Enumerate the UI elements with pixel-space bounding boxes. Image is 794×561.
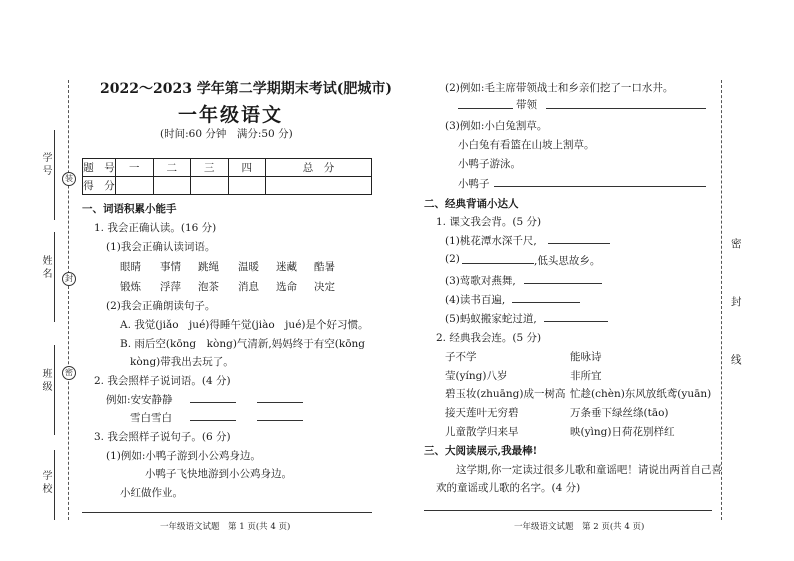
word-item: 锻炼 (120, 281, 141, 293)
exam-title: 2022～2023 学年第二学期期末考试(肥城市) (100, 81, 393, 97)
score-header-cell: 四 (228, 159, 266, 177)
seal-line (721, 80, 722, 520)
binding-mark-circle: 密 (62, 366, 76, 380)
answer-blank[interactable] (257, 420, 303, 421)
binding-label-name: 姓 名 (40, 255, 51, 279)
binding-line (68, 80, 69, 520)
answer-blank[interactable] (494, 186, 706, 187)
word-item: 眼睛 (120, 261, 141, 273)
poem-item-3: (3)莺歌对燕舞, (445, 275, 516, 287)
answer-blank[interactable] (548, 243, 610, 244)
match-left-item[interactable]: 碧玉妆(zhuāng)成一树高 (445, 388, 566, 400)
question-3-3-prompt: 小鸭子游泳。 (458, 158, 521, 170)
word-item: 消息 (238, 281, 259, 293)
question-2: 2. 我会照样子说词语。(4 分) (94, 375, 231, 387)
binding-field-line (54, 450, 55, 520)
binding-label-class: 班 级 (40, 368, 51, 392)
match-right-item[interactable]: 非所宜 (570, 370, 602, 382)
sentence-b-line1: B. 雨后空(kōng kòng)气清新,妈妈终于有空(kōng (120, 338, 366, 350)
match-question: 2. 经典我会连。(5 分) (436, 332, 542, 344)
score-header-cell: 一 (116, 159, 154, 177)
poem-item-2-suffix: ,低头思故乡。 (534, 255, 601, 267)
word-item: 事情 (160, 261, 181, 273)
question-2-example-1: 例如:安安静静 (106, 394, 173, 406)
binding-mark-circle: 封 (62, 272, 76, 286)
question-3-1: (1)例如:小鸭子游到小公鸡身边。 (106, 450, 261, 462)
answer-blank[interactable] (257, 402, 303, 403)
word-item: 选命 (276, 281, 297, 293)
sentence-a: A. 我觉(jiǎo jué)得睡午觉(jiào jué)是个好习惯。 (120, 319, 369, 331)
word-item: 浮萍 (160, 281, 181, 293)
seal-mark: 密 (731, 238, 742, 250)
answer-line[interactable] (82, 512, 372, 513)
question-3-2-keyword: 带领 (516, 99, 537, 111)
score-header-cell: 二 (153, 159, 191, 177)
score-cell[interactable] (191, 177, 229, 195)
binding-label-school: 学 校 (40, 470, 51, 494)
question-3-3-start: 小鸭子 (458, 178, 490, 190)
question-3-1-example: 小鸭子飞快地游到小公鸡身边。 (145, 468, 292, 480)
score-row-label: 得 分 (83, 177, 116, 195)
score-header-cell: 题 号 (83, 159, 116, 177)
word-item: 温暖 (238, 261, 259, 273)
page-footer-right: 一年级语文试题 第 2 页(共 4 页) (514, 522, 645, 532)
time-info: (时间:60 分钟 满分:50 分) (160, 128, 293, 140)
question-1: 1. 我会正确认读。(16 分) (94, 222, 217, 234)
answer-blank[interactable] (512, 302, 580, 303)
word-item: 泡茶 (198, 281, 219, 293)
match-right-item[interactable]: 忙趁(chèn)东风放纸鸢(yuān) (570, 388, 712, 400)
score-header-cell: 总 分 (266, 159, 372, 177)
question-3-3-example: 小白兔有看篮在山坡上割草。 (458, 139, 595, 151)
binding-field-line (54, 232, 55, 322)
match-left-item[interactable]: 莹(yíng)八岁 (445, 370, 508, 382)
binding-field-line (54, 345, 55, 435)
question-1-1: (1)我会正确认读词语。 (106, 241, 216, 253)
question-3-3: (3)例如:小白兔割草。 (445, 120, 548, 132)
answer-blank[interactable] (458, 108, 513, 109)
sentence-b-line2: kòng)带我出去玩了。 (130, 356, 234, 368)
score-cell[interactable] (228, 177, 266, 195)
section-3-title: 三、大阅读展示,我最棒! (424, 445, 538, 457)
answer-blank[interactable] (544, 321, 608, 322)
match-left-item[interactable]: 子不学 (445, 351, 477, 363)
question-1-2: (2)我会正确朗读句子。 (106, 300, 216, 312)
section-1-title: 一、词语积累小能手 (82, 203, 177, 215)
binding-field-line (54, 130, 55, 220)
score-cell[interactable] (116, 177, 154, 195)
word-item: 决定 (314, 281, 335, 293)
word-item: 跳绳 (198, 261, 219, 273)
section-3-text-line1: 这学期,你一定读过很多儿歌和童谣吧！请说出两首自己喜 (456, 464, 722, 476)
poem-item-4: (4)读书百遍, (445, 294, 506, 306)
section-2-title: 二、经典背诵小达人 (424, 198, 519, 210)
score-cell[interactable] (266, 177, 372, 195)
poem-item-5: (5)蚂蚁搬家蛇过道, (445, 313, 537, 325)
answer-blank[interactable] (190, 420, 236, 421)
answer-blank[interactable] (546, 108, 706, 109)
binding-mark-circle: 装 (62, 172, 76, 186)
score-table (82, 158, 372, 195)
word-item: 酷暑 (314, 261, 335, 273)
seal-mark: 封 (731, 296, 742, 308)
answer-blank[interactable] (524, 283, 602, 284)
match-right-item[interactable]: 万条垂下绿丝绦(tāo) (570, 407, 669, 419)
match-right-item[interactable]: 映(yìng)日荷花别样红 (570, 426, 675, 438)
answer-blank[interactable] (190, 402, 236, 403)
score-header-cell: 三 (191, 159, 229, 177)
match-left-item[interactable]: 接天莲叶无穷碧 (445, 407, 519, 419)
poem-item-2-prefix: (2) (445, 253, 460, 265)
question-2-example-2: 雪白雪白 (130, 412, 172, 424)
answer-line[interactable] (424, 510, 712, 511)
match-left-item[interactable]: 儿童散学归来早 (445, 426, 519, 438)
binding-label-student-id: 学 号 (40, 152, 51, 176)
section-3-text-line2: 欢的童谣或儿歌的名字。(4 分) (436, 482, 581, 494)
score-cell[interactable] (153, 177, 191, 195)
answer-blank[interactable] (462, 263, 534, 264)
question-3: 3. 我会照样子说句子。(6 分) (94, 431, 231, 443)
word-item: 迷藏 (276, 261, 297, 273)
page-footer-left: 一年级语文试题 第 1 页(共 4 页) (160, 522, 291, 532)
question-3-2: (2)例如:毛主席带领战士和乡亲们挖了一口水井。 (445, 82, 674, 94)
poem-item-1: (1)桃花潭水深千尺, (445, 235, 537, 247)
match-right-item[interactable]: 能咏诗 (570, 351, 602, 363)
seal-mark: 线 (731, 354, 742, 366)
subject-title: 一年级语文 (178, 104, 284, 126)
poem-question-1: 1. 课文我会背。(5 分) (436, 216, 542, 228)
question-3-1-prompt: 小红做作业。 (120, 487, 183, 499)
